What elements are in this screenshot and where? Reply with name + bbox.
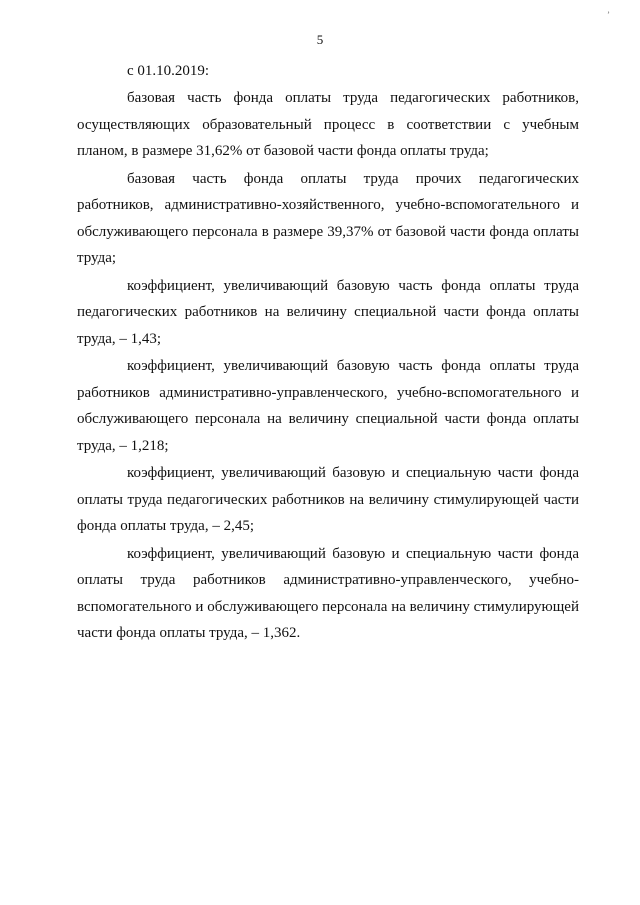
paragraph-first-line: базовая часть фонда оплаты труда прочих педагогических: [127, 170, 579, 187]
paragraph-coefficient-special-admin: [77, 353, 579, 459]
document-body: [77, 58, 579, 648]
paragraph-continuation: работников административно-управленческого, учебно-вспомогательного и обслуживающего персонала на величину специальной части фонда оплаты труда, – 1,218;: [77, 384, 579, 454]
paragraph-first-line: коэффициент, увеличивающий базовую и специальную части фонда: [127, 545, 579, 562]
effective-date-line: с 01.10.2019:: [127, 63, 210, 79]
paragraph-first-line: коэффициент, увеличивающий базовую часть фонда оплаты труда: [127, 277, 579, 294]
paragraph-continuation: осуществляющих образовательный процесс в соответствии с учебным планом, в размере 31,62% от базовой части фонда оплаты труда;: [77, 116, 579, 159]
paragraph-base-other-staff: [77, 166, 579, 272]
paragraph-continuation: работников, административно-хозяйственного, учебно-вспомогательного и обслуживающего персонала в размере 39,37% от базовой части фонда оплаты труда;: [77, 197, 579, 266]
paragraph-coefficient-incentive-teaching: [77, 460, 579, 540]
scan-mark: ʼ: [607, 10, 610, 20]
paragraph-continuation: оплаты труда работников административно-управленческого, учебно-вспомогательного и обслуживающего персонала на величину стимулирующей части фонда оплаты труда, – 1,362.: [77, 572, 579, 641]
paragraph-coefficient-special-teaching: [77, 273, 579, 353]
paragraph-first-line: базовая часть фонда оплаты труда педагогических работников,: [127, 90, 579, 106]
page-number: 5: [316, 32, 324, 47]
paragraph-first-line: коэффициент, увеличивающий базовую часть фонда оплаты труда: [127, 358, 579, 374]
paragraph-continuation: педагогических работников на величину специальной части фонда оплаты труда, – 1,43;: [77, 304, 579, 347]
paragraph-base-teaching-staff: [77, 85, 579, 165]
paragraph-continuation: оплаты труда педагогических работников на величину стимулирующей части фонда оплаты труда, – 2,45;: [77, 491, 579, 534]
paragraph-first-line: коэффициент, увеличивающий базовую и специальную части фонда: [127, 465, 579, 481]
paragraph-coefficient-incentive-admin: [77, 541, 579, 647]
